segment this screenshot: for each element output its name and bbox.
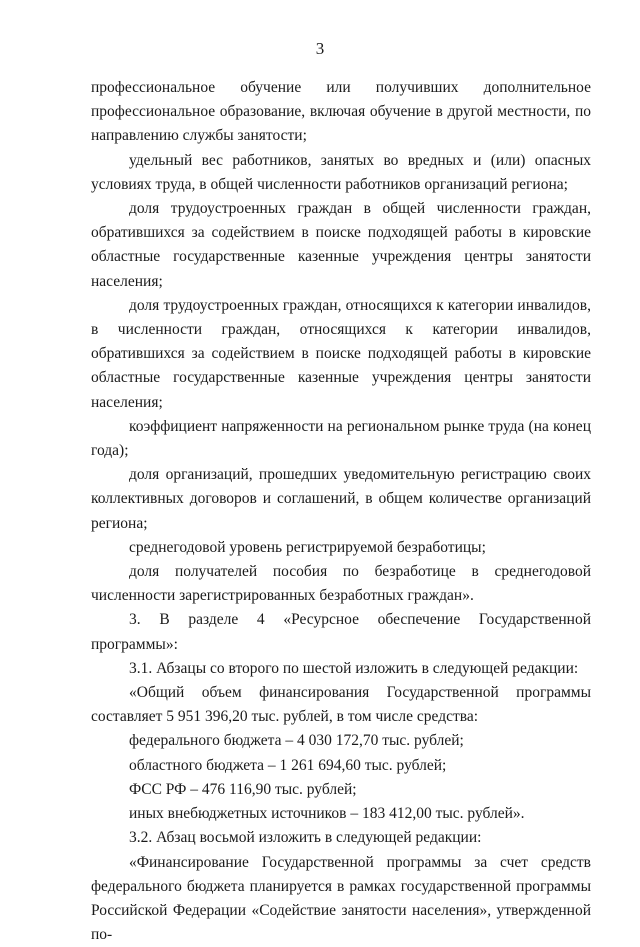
- paragraph-employed-share: доля трудоустроенных граждан в общей численности граждан, обратившихся за содействием в поиске подходящей работы в кировские областные государственные казенные учреждения центры занятости населения;: [91, 197, 591, 294]
- paragraph-regional-budget: областного бюджета – 1 261 694,60 тыс. рублей;: [91, 754, 591, 778]
- paragraph-total-funding: «Общий объем финансирования Государственной программы составляет 5 951 396,20 тыс. рублей, в том числе средства:: [91, 681, 591, 729]
- paragraph-hazardous-work-share: удельный вес работников, занятых во вредных и (или) опасных условиях труда, в общей численности работников организаций региона;: [91, 149, 591, 197]
- page-number: 3: [0, 39, 640, 59]
- paragraph-unemployment-level: среднегодовой уровень регистрируемой безработицы;: [91, 536, 591, 560]
- paragraph-disabled-employed-share: доля трудоустроенных граждан, относящихся к категории инвалидов, в численности граждан, относящихся к категории инвалидов, обратившихся за содействием в поиске подходящей работы в кировские областные государственные казенные учреждения центры занятости населения;: [91, 294, 591, 415]
- paragraph-federal-budget: федерального бюджета – 4 030 172,70 тыс. рублей;: [91, 729, 591, 753]
- paragraph-item-3-1: 3.1. Абзацы со второго по шестой изложить в следующей редакции:: [91, 657, 591, 681]
- document-body: [91, 76, 591, 947]
- paragraph-section-4-heading: 3. В разделе 4 «Ресурсное обеспечение Государственной программы»:: [91, 608, 591, 656]
- paragraph-labor-tension-coefficient: коэффициент напряженности на региональном рынке труда (на конец года);: [91, 415, 591, 463]
- paragraph-benefit-recipients-share: доля получателей пособия по безработице в среднегодовой численности зарегистрированных безработных граждан».: [91, 560, 591, 608]
- paragraph-item-3-2: 3.2. Абзац восьмой изложить в следующей редакции:: [91, 826, 591, 850]
- paragraph-fss-funding: ФСС РФ – 476 116,90 тыс. рублей;: [91, 778, 591, 802]
- paragraph-federal-financing: «Финансирование Государственной программы за счет средств федерального бюджета планируется в рамках государственной программы Российской Федерации «Содействие занятости населения», утвержденной по-: [91, 851, 591, 947]
- paragraph-other-sources: иных внебюджетных источников – 183 412,00 тыс. рублей».: [91, 802, 591, 826]
- paragraph-continuation: профессиональное обучение или получивших дополнительное профессиональное образование, включая обучение в другой местности, по направлению службы занятости;: [91, 76, 591, 149]
- paragraph-collective-agreements-share: доля организаций, прошедших уведомительную регистрацию своих коллективных договоров и соглашений, в общем количестве организаций региона;: [91, 463, 591, 536]
